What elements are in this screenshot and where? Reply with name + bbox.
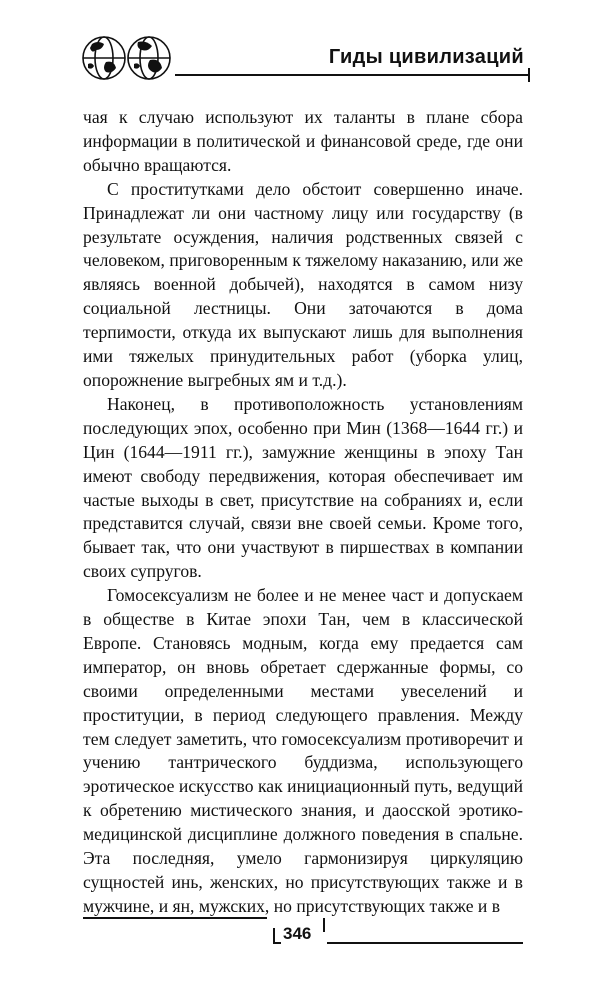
header-rule <box>175 74 530 76</box>
paragraph-3: Наконец, в противоположность установлениям последующих эпох, особенно при Мин (1368—1644 гг.) и Цин (1644—1911 гг.), замужние женщины в эпоху Тан имеют свободу передвижения, которая обеспечивает им частые выходы в свет, присутствие на собраниях и, если представится случай, связи вне своей семьи. Кроме того, бывает так, что они участвуют в пиршествах в компании своих супругов. <box>83 393 523 582</box>
paragraph-4: Гомосексуализм не более и не менее част и допускаем в обществе в Китае эпохи Тан, чем в классической Европе. Становясь модным, когда ему предается сам император, он вновь обретает сдержанные формы, со своими определенными местами увеселений и проституции, в период следующего правления. Между тем следует заметить, что гомосексуализм противоречит и учению тантрического буддизма, использующего эротическое искусство как инициационный путь, ведущий к обретению мистического знания, и даосской эротико-медицинской дисциплине должного поведения в спальне. Эта последняя, умело гармонизируя циркуляцию сущностей инь, женских, но присутствующих также и в мужчине, и ян, мужских, но присутствующих также и в <box>83 585 523 916</box>
footer-rule-left <box>83 917 267 919</box>
footer-rule-right <box>327 942 523 944</box>
running-header <box>80 28 530 88</box>
header-rule-tick <box>528 68 530 82</box>
paragraph-1: чая к случаю используют их таланты в плане сбора информации в политической и финансовой среде, где они обычно вращаются. <box>83 107 523 175</box>
page-number-bracket-right <box>323 918 325 932</box>
page-footer <box>83 910 523 950</box>
page-number-bracket-left-foot <box>273 942 281 944</box>
twin-globes-icon <box>80 28 175 88</box>
header-title: Гиды цивилизаций <box>328 46 524 68</box>
body-text <box>83 106 523 919</box>
page-number: 346 <box>283 924 312 943</box>
paragraph-2: С проститутками дело обстоит совершенно иначе. Принадлежат ли они частному лицу или государству (в результате осуждения, наличия родственных связей с человеком, приговоренным к тяжелому наказанию, или же являясь военной добычей), находятся в самом низу социальной лестницы. Они заточаются в дома терпимости, откуда их выпускают лишь для выполнения ими тяжелых принудительных работ (уборка улиц, опорожнение выгребных ям и т.д.). <box>83 178 523 390</box>
